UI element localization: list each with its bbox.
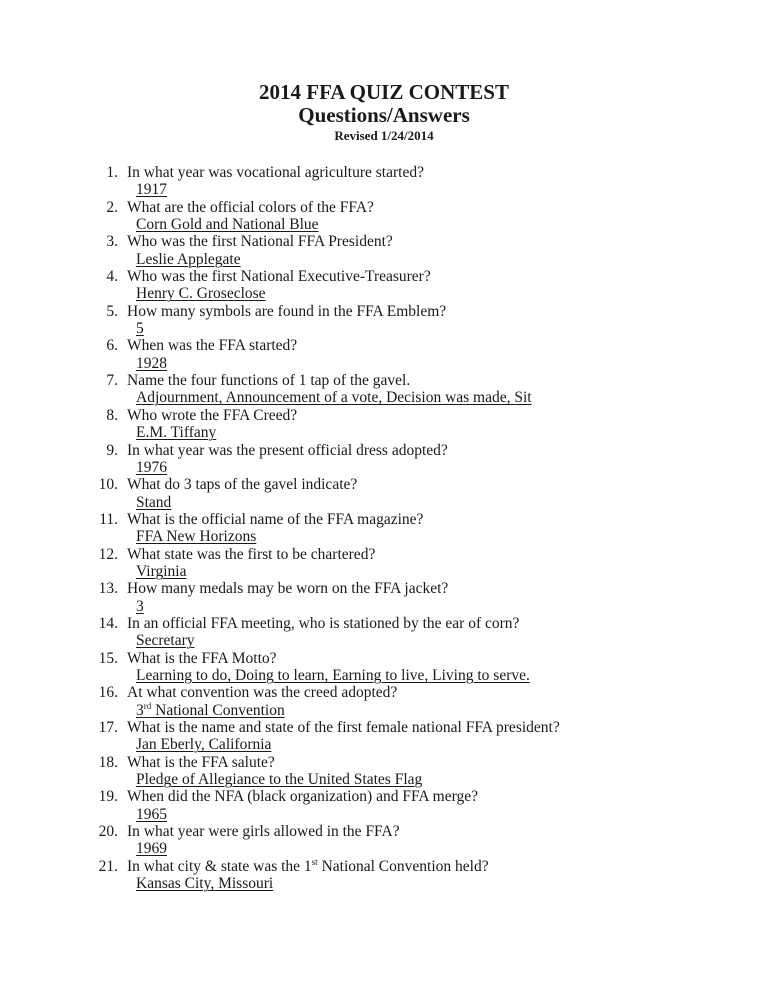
item-number: 20. <box>98 823 118 841</box>
item-number: 3. <box>106 233 118 251</box>
list-item <box>0 407 768 442</box>
item-number: 12. <box>98 545 118 563</box>
item-number: 4. <box>106 268 118 286</box>
list-item <box>0 268 768 303</box>
list-item <box>0 580 768 615</box>
item-number: 10. <box>98 476 118 494</box>
answer-text: Adjournment, Announcement of a vote, Decision was made, Sit <box>136 389 532 407</box>
list-item <box>0 199 768 234</box>
question-text: What state was the first to be chartered? <box>127 545 376 563</box>
item-number: 6. <box>106 337 118 355</box>
list-item <box>0 337 768 372</box>
question-text <box>127 858 489 875</box>
item-number: 5. <box>106 302 118 320</box>
question-text: What is the FFA Motto? <box>127 649 277 667</box>
question-text: In an official FFA meeting, who is stationed by the ear of corn? <box>127 614 520 632</box>
question-text: How many medals may be worn on the FFA jacket? <box>127 580 449 598</box>
answer-text: E.M. Tiffany <box>136 424 217 442</box>
item-number: 11. <box>99 510 118 528</box>
answer-text: 1965 <box>136 805 167 823</box>
item-number: 16. <box>98 684 118 702</box>
question-text: In what year was vocational agriculture started? <box>127 164 424 181</box>
item-number: 17. <box>98 719 118 736</box>
question-text: What is the name and state of the first female national FFA president? <box>127 719 560 736</box>
document-title: 2014 FFA QUIZ CONTEST <box>259 80 509 104</box>
answer-text: Pledge of Allegiance to the United States Flag <box>136 771 423 789</box>
item-number: 21. <box>98 857 118 875</box>
item-number: 8. <box>106 406 118 424</box>
item-number: 13. <box>98 580 118 598</box>
list-item <box>0 303 768 338</box>
question-part: In what city & state was the 1 <box>127 857 312 875</box>
item-number: 1. <box>106 164 118 181</box>
list-item <box>0 164 768 199</box>
question-text: In what year were girls allowed in the FFA? <box>127 823 400 841</box>
item-number: 14. <box>98 614 118 632</box>
answer-text: Leslie Applegate <box>136 250 241 268</box>
list-item <box>0 511 768 546</box>
answer-text: Henry C. Groseclose <box>136 285 266 303</box>
list-item <box>0 754 768 789</box>
answer-text <box>136 702 285 719</box>
answer-text: 1976 <box>136 458 167 476</box>
question-text: Name the four functions of 1 tap of the gavel. <box>127 372 411 390</box>
item-number: 7. <box>106 372 118 390</box>
list-item <box>0 858 768 893</box>
item-number: 9. <box>106 441 118 459</box>
question-text: How many symbols are found in the FFA Emblem? <box>127 302 447 320</box>
answer-text: FFA New Horizons <box>136 528 257 546</box>
list-item <box>0 684 768 719</box>
question-text: What is the FFA salute? <box>127 753 275 771</box>
list-item <box>0 442 768 477</box>
answer-text: 5 <box>136 320 144 338</box>
question-list <box>0 164 768 892</box>
question-part: National Convention held? <box>317 857 489 875</box>
answer-text: 3 <box>136 597 144 615</box>
list-item <box>0 546 768 581</box>
question-text: What do 3 taps of the gavel indicate? <box>127 476 358 494</box>
answer-text: Corn Gold and National Blue <box>136 216 319 234</box>
answer-text: 1969 <box>136 840 167 858</box>
answer-ordinal-suffix: rd <box>143 700 152 711</box>
list-item <box>0 615 768 650</box>
list-item <box>0 823 768 858</box>
list-item <box>0 476 768 511</box>
answer-text: Jan Eberly, California <box>136 736 272 754</box>
question-text: When was the FFA started? <box>127 337 298 355</box>
question-text: At what convention was the creed adopted? <box>127 684 398 702</box>
revision-date: Revised 1/24/2014 <box>334 128 434 143</box>
document-header <box>0 80 768 145</box>
list-item <box>0 788 768 823</box>
answer-text: Stand <box>136 493 172 511</box>
question-text: Who was the first National FFA President? <box>127 233 393 251</box>
question-text: When did the NFA (black organization) and FFA merge? <box>127 788 478 806</box>
question-text: What is the official name of the FFA magazine? <box>127 510 424 528</box>
question-ordinal-suffix: st <box>311 856 318 867</box>
question-text: Who wrote the FFA Creed? <box>127 406 298 424</box>
question-text: In what year was the present official dress adopted? <box>127 441 448 459</box>
answer-text: 1928 <box>136 354 167 372</box>
answer-text: Learning to do, Doing to learn, Earning to live, Living to serve. <box>136 666 530 684</box>
list-item <box>0 372 768 407</box>
item-number: 19. <box>98 788 118 806</box>
item-number: 18. <box>98 753 118 771</box>
question-text: What are the official colors of the FFA? <box>127 198 374 216</box>
answer-text: Virginia <box>136 562 187 580</box>
question-text: Who was the first National Executive-Treasurer? <box>127 268 431 286</box>
list-item <box>0 719 768 754</box>
answer-rest: National Convention <box>151 701 285 719</box>
item-number: 2. <box>106 198 118 216</box>
answer-text: 1917 <box>136 181 167 199</box>
list-item <box>0 650 768 685</box>
document-subtitle: Questions/Answers <box>298 103 470 127</box>
answer-text: Kansas City, Missouri <box>136 875 274 893</box>
item-number: 15. <box>98 649 118 667</box>
answer-ordinal: 3 <box>136 701 144 719</box>
answer-text: Secretary <box>136 632 195 650</box>
list-item <box>0 233 768 268</box>
